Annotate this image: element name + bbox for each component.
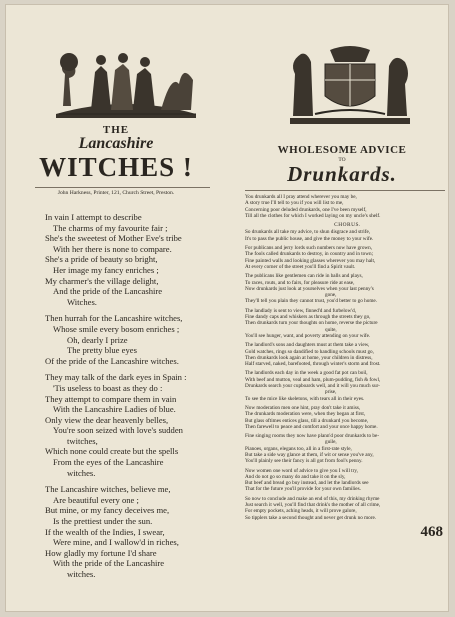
verse-line: So tipplers take a second thought and never get drunk no more. [245,514,377,521]
verse-paragraph [245,468,450,493]
verse-line: But mine, or my fancy deceives me, [45,505,170,516]
woodcut-witches-illustration [51,44,201,118]
wholesome-advice-verses [245,194,450,524]
verse-line: It's to pass the public house, and give the money to your wife. [245,235,374,242]
verse-paragraph [245,370,450,401]
verse-line: Whose smile every bosom enriches ; [53,323,180,334]
title-rule [35,187,210,188]
chorus-label: CHORUS. [334,222,361,229]
verse-line: So now to conclude and make an end of this, my drinking rhyme [245,495,380,502]
verse-line: Witches. [67,296,97,307]
verse-line: So drunkards all take my advice, to shun disgrace and strife, [245,229,371,236]
title-witches: WITCHES ! [39,152,193,182]
verse-line: With her there is none to compare. [53,243,172,254]
title-wholesome-advice: WHOLESOME ADVICE [277,144,407,156]
verse-line: How gladly my fortune I'd share [45,547,157,558]
verse-line: With the pride of the Lancashire [53,558,165,569]
title-rule [245,190,445,191]
title-lancashire: Lancashire [78,135,154,152]
verse-line: Now women one word of advice to give you I will try, [245,467,358,474]
verse-line: Now moderation men one hint, pray don't take it amiss, [245,404,361,411]
verse-line: quite, [325,326,337,333]
verse-paragraph [245,433,450,464]
verse-line: With the Lancashire Ladies of blue. [53,404,176,415]
verse-line: The Lancashire witches, believe me, [45,484,171,495]
verse-line: The pretty blue eyes [67,345,137,356]
chorus-stanza [45,313,227,366]
verse-line: The publicans like gentlemen can ride in balls and plays, [245,273,363,280]
verse-line: She's the sweetest of Mother Eve's tribe [45,233,182,244]
verse-line: Oh, dearly I prize [67,334,128,345]
verse-paragraph [245,496,450,521]
verse-line: And the pride of the Lancashire [53,286,163,297]
title-drunkards: Drunkards. [287,162,397,186]
verse-line: At every corner of the street you'll find a Spirit vault. [245,263,356,270]
verse-line: And do not go so many do and take it on the sly, [245,473,346,480]
stanza-2 [45,372,227,478]
stanza-3 [45,484,227,579]
verse-line: But take a side way glance at them, if wit or sense you've any, [245,451,374,458]
verse-line: In vain I attempt to describe [45,212,142,222]
broadside-sheet [5,4,449,612]
verse-line: You're soon seized with love's sudden [53,425,183,436]
verse-line: Is the prettiest under the sun. [53,516,153,527]
verse-line: The landlord's sons and daughters must at them take a view, [245,342,370,349]
stanza-1 [45,212,227,307]
verse-line: Are beautiful every one ; [53,494,139,505]
verse-paragraph [245,405,450,430]
verse-line: The drunkards moderation were, when they began at first, [245,411,366,418]
verse-line: guile, [325,439,337,446]
verse-line: You'll see hunger, want, and poverty attending on your wife. [245,332,371,339]
verse-line: Then farewell to peace and comfort and your once happy home. [245,423,378,430]
verse-line: prise, [325,389,337,396]
verse-paragraph [245,342,450,367]
verse-line: Just search it well, you'll find that drink's the mother of all crime, [245,502,381,509]
verse-line: Fine dandy caps and whiskers as through the streets they go, [245,314,371,321]
verse-line: The landlady is sent to view, finned'd and furbelow'd, [245,307,357,314]
verse-line: My charmer's the village delight, [45,275,159,286]
verse-line: To races, routs, and to fairs, for pleasure ride at ease, [245,279,355,286]
verse-line: Fine singing rooms they now have plann'd poor drunkards to be- [245,433,380,440]
verse-line: twitches, [67,435,98,446]
verse-line: Half starved, naked, barefooted, through winter's storm and frost. [245,361,381,368]
verse-line: Drunkards search your cupboards well, and it will you much sur- [245,383,380,390]
verse-line: Till all the clothes for which I worked laying on my uncle's shelf. [245,212,381,219]
verse-line: witches. [67,569,96,579]
verse-line: A story true I'll tell to you if you will list to me, [245,200,344,207]
verse-line: They may talk of the dark eyes in Spain : [45,372,187,383]
verse-line: From the eyes of the Lancashire [53,457,164,468]
verse-paragraph [245,273,450,304]
sheet-number: 468 [420,524,443,540]
verse-line: You'll plainly see their fancy is all got from fool's penny. [245,458,363,465]
lancashire-witches-verses [45,212,227,586]
verse-line: To see the mice like skeletons, with tears all in their eyes. [245,395,365,402]
verse-line: Then drunkards turn your thoughts on home, reverse the picture [245,320,378,327]
verse-line: Then drunkards look again at home, your children in distress, [245,354,373,361]
woodcut-coat-of-arms-illustration [285,44,415,126]
verse-line: For publicans and jerry lords such numbers now have grown, [245,245,373,252]
verse-line: You drunkards all I pray attend wherever you may be, [245,194,357,200]
title-the: THE [102,124,130,136]
verse-line: They'll tell you plain they cannot trust, you'd better to go home. [245,298,377,305]
verse-line: The fools called drunkards to destroy, in country and in town; [245,251,374,258]
verse-line: Now drunkards just look at yourselves when your last penny's [245,285,374,292]
verse-line: Her image my fancy enriches ; [53,264,159,275]
verse-line: Concerning poor deluded drunkards, one I've been myself, [245,206,367,213]
verse-paragraph [245,245,450,270]
verse-line: Which none could create but the spells [45,446,179,457]
verse-line: witches. [67,467,96,478]
verse-line: Only view the dear heavenly belles, [45,414,169,425]
verse-line: She's a pride of beauty so bright, [45,254,158,265]
verse-line: gone, [325,292,337,299]
verse-line: Pianoes, organs, elegans too, all in a first-rate style, [245,445,352,452]
verse-paragraph [245,308,450,339]
verse-line: Fine painted walls and looking glasses wherever you may halt, [245,257,376,264]
verse-line: That for the future you'll provide for your own families. [245,486,361,493]
verse-line: They attempt to compare them in vain [45,393,177,404]
title-to: TO [338,157,346,163]
verse-line: Were mine, and I wallow'd in riches, [53,537,179,548]
verse-line: The charms of my favourite fair ; [53,222,168,233]
verse-line: Gold watches, rings so dandified to handling schools must go, [245,348,374,355]
verse-line: If the wealth of the Indies, I swear, [45,526,165,537]
verse-line: With beef and mutton, veal and ham, plum-pudding, fish & fowl, [245,376,381,383]
verse-line: The landlords each day in the week a good fat pot can boil, [245,370,368,377]
verse-line: But beef and bread go buy instead, and let the landlords see [245,480,369,487]
verse-line: For empty pockets, aching heads, it will prove galore, [245,508,357,515]
verse-paragraph [245,194,450,219]
verse-line: Then hurrah for the Lancashire witches, [45,313,183,324]
verse-line: But glass oftimes entices glass, till a drunkard you become, [245,417,369,424]
verse-line: Of the pride of the Lancashire witches. [45,355,179,366]
chorus-lines [245,229,450,242]
printer-imprint: John Harkness, Printer, 121, Church Street, Preston. [57,190,175,196]
verse-line: 'Tis useless to boast as they do : [53,382,163,393]
